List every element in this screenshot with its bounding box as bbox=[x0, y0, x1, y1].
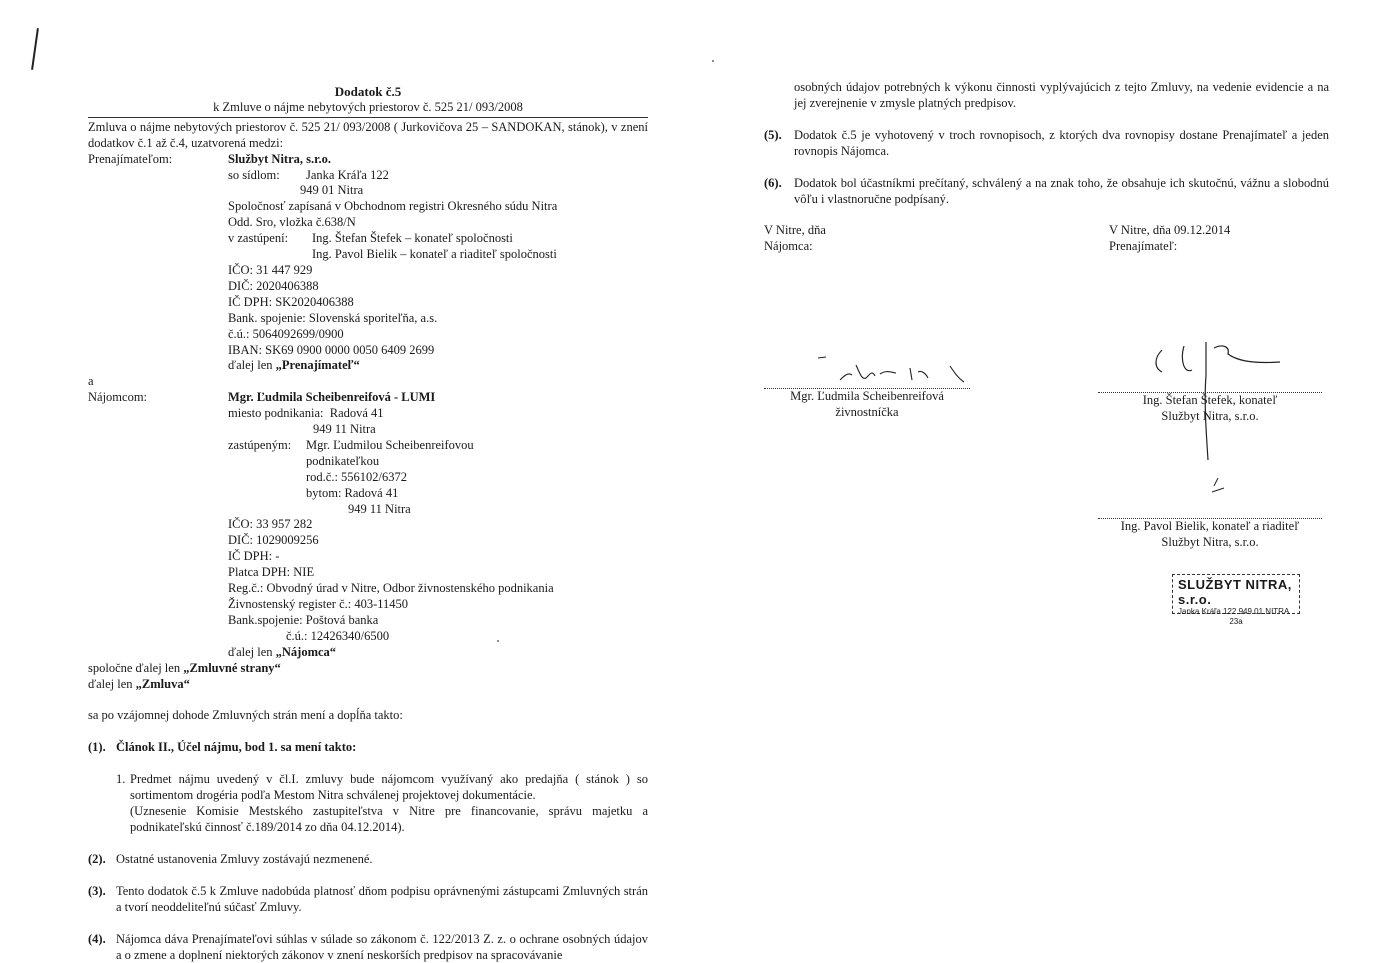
tenant-place-street: Radová 41 bbox=[329, 406, 384, 421]
tenant-signature-name: Mgr. Ľudmila Scheibenreifová bbox=[790, 389, 944, 403]
article-6-number: (6). bbox=[764, 175, 782, 190]
article-3-text: Tento dodatok č.5 k Zmluve nadobúda platnosť dňom podpisu oprávnenými zástupcami Zmluvných strán a tvorí neoddeliteľnú súčasť Zmluvy. bbox=[116, 883, 648, 914]
article-1-item-text: Predmet nájmu uvedený v čl.I. zmluvy bude nájomcom využívaný ako predajňa ( stánok ) so sortimentom drogéria podľa Mestom Nitra schválenej projektovej dokumentácie. bbox=[130, 772, 648, 803]
landlord-row bbox=[88, 152, 648, 168]
article-4 bbox=[88, 932, 648, 963]
scan-speck bbox=[712, 60, 714, 62]
tenant-role-line: Nájomca: bbox=[764, 239, 813, 254]
landlord-role-line: Prenajímateľ: bbox=[1109, 239, 1178, 254]
landlord-label: Prenajímateľom: bbox=[88, 151, 173, 166]
tenant-rep-label: zastúpeným: bbox=[228, 437, 292, 452]
landlord-1-signature-company: Službyt Nitra, s.r.o. bbox=[1161, 408, 1259, 423]
tenant-trade-reg: Živnostenský register č.: 403-11450 bbox=[228, 597, 409, 611]
tenant-signature-block bbox=[764, 388, 970, 421]
conjunction: a bbox=[88, 374, 94, 389]
landlord-seat-street: Janka Kráľa 122 bbox=[306, 167, 389, 182]
article-2-number: (2). bbox=[88, 851, 106, 866]
article-4-text: Nájomca dáva Prenajímateľovi súhlas v súlade so zákonom č. 122/2013 Z. z. o ochrane osobných údajov a o zmene a doplnení niektorých zákonov v znení neskorších predpisov na spracovávanie bbox=[116, 931, 648, 962]
stamp-company-address: Janka Kráľa 122 949 01 NITRA bbox=[1178, 607, 1290, 616]
tenant-ico: IČO: 33 957 282 bbox=[228, 517, 313, 532]
tenant-home-city: 949 11 Nitra bbox=[348, 501, 411, 516]
company-stamp bbox=[1172, 574, 1300, 626]
article-5-text: Dodatok č.5 je vyhotovený v troch rovnopisoch, z ktorých dva rovnopisy dostane Prenajímateľ a jeden rovnopis Nájomca. bbox=[794, 127, 1329, 158]
article-4-number: (4). bbox=[88, 931, 106, 946]
stamp-code: 23a bbox=[1229, 617, 1243, 626]
article-4-continued bbox=[764, 80, 1329, 112]
article-6-text: Dodatok bol účastníkmi prečítaný, schválený a na znak toho, že obsahuje ich skutočnú, vážnu a slobodnú vôľu i vlastnoručne podpísaný. bbox=[794, 175, 1329, 206]
parties-alias bbox=[88, 661, 648, 677]
tenant-dic: DIČ: 1029009256 bbox=[228, 533, 319, 548]
right-page bbox=[764, 80, 1329, 255]
tenant-bank: Bank.spojenie: Poštová banka bbox=[228, 612, 379, 627]
landlord-seat bbox=[88, 168, 648, 184]
tenant-rep bbox=[88, 438, 648, 454]
tenant-rep-role: podnikateľkou bbox=[306, 453, 380, 468]
tenant-signature-role: živnostníčka bbox=[835, 404, 899, 419]
agreement-sentence: sa po vzájomnej dohode Zmluvných strán mení a dopĺňa takto: bbox=[88, 708, 403, 723]
landlord-dic: DIČ: 2020406388 bbox=[228, 278, 319, 293]
tenant-vat-payer: Platca DPH: NIE bbox=[228, 565, 315, 580]
landlord-place-date bbox=[1109, 223, 1329, 255]
tenant-place bbox=[88, 406, 648, 422]
article-6 bbox=[764, 176, 1329, 208]
landlord-name: Službyt Nitra, s.r.o. bbox=[228, 151, 332, 166]
article-1-note: (Uznesenie Komisie Mestského zastupiteľstva v Nitre pre financovanie, správu majetku a podnikateľskú činnosť č.189/2014 zo dňa 04.12.2014). bbox=[130, 804, 648, 834]
parties-prefix: spoločne ďalej len bbox=[88, 660, 184, 675]
tenant-name: Mgr. Ľudmila Scheibenreifová - LUMI bbox=[228, 390, 436, 405]
landlord-1-signature-name: Ing. Štefan Štefek, konateľ bbox=[1142, 393, 1278, 407]
article-2 bbox=[88, 852, 648, 868]
landlord-2-signature-scribble bbox=[1204, 476, 1234, 498]
tenant-label: Nájomcom: bbox=[88, 390, 148, 405]
landlord-rep-2: Ing. Pavol Bielik – konateľ a riaditeľ spoločnosti bbox=[312, 247, 557, 262]
landlord-2-signature-name: Ing. Pavol Bielik, konateľ a riaditeľ bbox=[1120, 519, 1300, 533]
landlord-ic-dph: IČ DPH: SK2020406388 bbox=[228, 294, 354, 309]
tenant-rod-c: rod.č.: 556102/6372 bbox=[306, 469, 408, 484]
landlord-2-signature-company: Službyt Nitra, s.r.o. bbox=[1161, 534, 1259, 549]
tenant-place-date bbox=[764, 223, 984, 255]
tenant-home-street: Radová 41 bbox=[344, 485, 399, 500]
landlord-rep bbox=[88, 231, 648, 247]
landlord-bank: Bank. spojenie: Slovenská sporiteľňa, a.s. bbox=[228, 310, 438, 325]
landlord-1-signature-block bbox=[1098, 392, 1322, 425]
landlord-alias-prefix: ďalej len bbox=[228, 358, 276, 373]
parties-term: „Zmluvné strany“ bbox=[183, 660, 281, 675]
landlord-account: č.ú.: 5064092699/0900 bbox=[228, 326, 344, 341]
contract-prefix: ďalej len bbox=[88, 676, 136, 691]
landlord-alias bbox=[88, 358, 648, 374]
contract-alias bbox=[88, 677, 648, 693]
article-1 bbox=[88, 740, 648, 756]
landlord-place-line: V Nitre, dňa 09.12.2014 bbox=[1109, 223, 1231, 238]
stamp-company-name: SLUŽBYT NITRA, s.r.o. bbox=[1178, 577, 1292, 607]
tenant-place-line: V Nitre, dňa bbox=[764, 223, 826, 238]
tenant-signature-scribble bbox=[800, 350, 980, 390]
article-5 bbox=[764, 128, 1329, 160]
article-1-item bbox=[88, 772, 648, 804]
landlord-registry-2: Odd. Sro, vložka č.638/N bbox=[228, 215, 356, 230]
tenant-place-city: 949 11 Nitra bbox=[313, 422, 376, 437]
signature-places bbox=[764, 223, 1329, 255]
landlord-ico: IČO: 31 447 929 bbox=[228, 262, 313, 277]
tenant-alias bbox=[88, 645, 648, 661]
document-title: Dodatok č.5 bbox=[334, 84, 402, 99]
tenant-home-label: bytom: bbox=[306, 485, 342, 500]
article-1-number: (1). bbox=[88, 740, 106, 755]
tenant-row bbox=[88, 390, 648, 406]
article-1-item-number: 1. bbox=[116, 772, 126, 787]
tenant-home bbox=[88, 486, 648, 502]
tenant-alias-prefix: ďalej len bbox=[228, 644, 276, 659]
tenant-reg: Reg.č.: Obvodný úrad v Nitre, Odbor živnostenského podnikania bbox=[228, 581, 554, 596]
article-5-number: (5). bbox=[764, 127, 782, 142]
left-page bbox=[88, 84, 648, 963]
article-3 bbox=[88, 884, 648, 916]
landlord-rep-1: Ing. Štefan Štefek – konateľ spoločnosti bbox=[312, 231, 513, 246]
landlord-registry-1: Spoločnosť zapísaná v Obchodnom registri Okresného súdu Nitra bbox=[228, 199, 558, 214]
contract-term: „Zmluva“ bbox=[135, 676, 190, 691]
document-subtitle: k Zmluve o nájme nebytových priestorov č. 525 21/ 093/2008 bbox=[88, 100, 648, 118]
tenant-ic-dph: IČ DPH: - bbox=[228, 549, 280, 564]
intro-paragraph: Zmluva o nájme nebytových priestorov č. 525 21/ 093/2008 ( Jurkovičova 25 – SANDOKAN, stánok), v znení dodatkov č.1 až č.4, uzatvorená medzi: bbox=[88, 119, 648, 150]
article-2-text: Ostatné ustanovenia Zmluvy zostávajú nezmenené. bbox=[116, 851, 373, 866]
landlord-seat-city: 949 01 Nitra bbox=[300, 183, 364, 198]
article-4-continued-text: osobných údajov potrebných k výkonu činnosti vyplývajúcich z tejto Zmluvy, na vedenie evidencie a na jej zverejnenie v zmysle platných predpisov. bbox=[794, 80, 1329, 110]
landlord-iban: IBAN: SK69 0900 0000 0050 6409 2699 bbox=[228, 342, 435, 357]
landlord-rep-label: v zastúpení: bbox=[228, 231, 289, 246]
article-1-heading: Článok II., Účel nájmu, bod 1. sa mení takto: bbox=[116, 740, 357, 755]
scan-margin-mark bbox=[31, 28, 39, 70]
tenant-rep-name: Mgr. Ľudmilou Scheibenreifovou bbox=[306, 437, 474, 452]
tenant-alias-term: „Nájomca“ bbox=[275, 644, 337, 659]
landlord-2-signature-block bbox=[1098, 518, 1322, 551]
landlord-seat-label: so sídlom: bbox=[228, 167, 280, 182]
landlord-alias-term: „Prenajímateľ“ bbox=[275, 358, 360, 373]
tenant-account: č.ú.: 12426340/6500 bbox=[286, 628, 390, 643]
tenant-place-label: miesto podnikania: bbox=[228, 406, 324, 421]
article-3-number: (3). bbox=[88, 883, 106, 898]
